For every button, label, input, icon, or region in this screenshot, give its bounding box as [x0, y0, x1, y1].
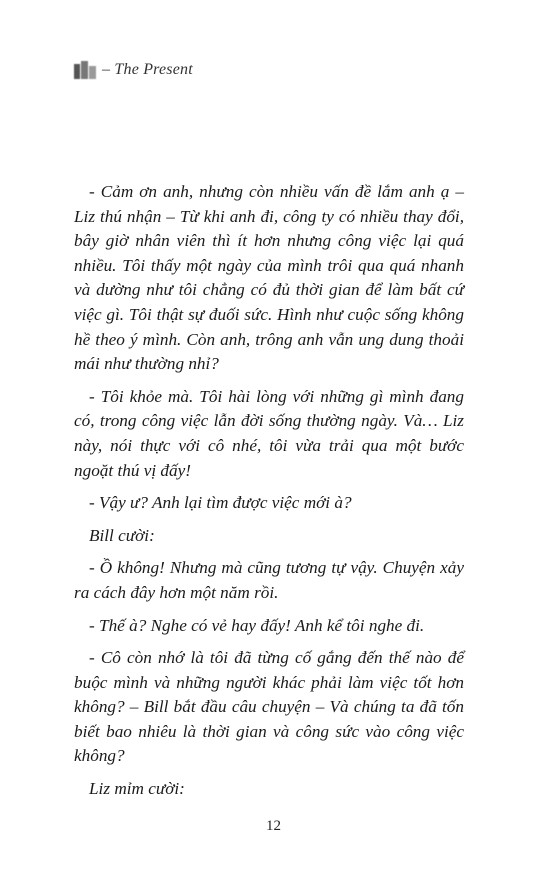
paragraph: Bill cười:	[89, 525, 155, 545]
paragraph: - Cô còn nhớ là tôi đã từng cố gắng đến thế nào để buộc mình và những người khác phải làm việc tốt hơn không? – Bill bắt đầu câu chuyện – Và chúng ta đã tốn biết bao nhiêu là thời gian và công sức vào công việc không?	[74, 648, 464, 766]
paragraph: - Ồ không! Nhưng mà cũng tương tự vậy. Chuyện xảy ra cách đây hơn một năm rồi.	[74, 558, 464, 602]
paragraph: - Thế à? Nghe có vẻ hay đấy! Anh kể tôi nghe đi.	[89, 615, 425, 635]
paragraph: - Cảm ơn anh, nhưng còn nhiều vấn đề lắm anh ạ – Liz thú nhận – Từ khi anh đi, công ty có nhiều thay đổi, bây giờ nhân viên thì ít hơn nhưng công việc lại quá nhiều. Tôi thấy một ngày của mình trôi qua quá nhanh và dường như tôi chẳng có đủ thời gian để làm bất cứ việc gì. Tôi thật sự đuối sức. Hình như cuộc sống không hề theo ý mình. Còn anh, trông anh vẫn ung dung thoải mái như thường nhỉ?	[74, 182, 464, 374]
book-logo-icon	[74, 61, 96, 79]
header-title: – The Present	[102, 61, 193, 78]
paragraph: - Tôi khỏe mà. Tôi hài lòng với những gì mình đang có, trong công việc lẫn đời sống thường ngày. Và… Liz này, nói thực với cô nhé, tôi vừa trải qua một bước ngoặt thú vị đấy!	[74, 386, 464, 480]
paragraph: Liz mỉm cười:	[89, 779, 185, 799]
paragraph: - Vậy ư? Anh lại tìm được việc mới à?	[89, 493, 352, 513]
running-header	[74, 60, 193, 80]
page-number: 12	[266, 818, 281, 834]
body-text	[74, 180, 464, 810]
